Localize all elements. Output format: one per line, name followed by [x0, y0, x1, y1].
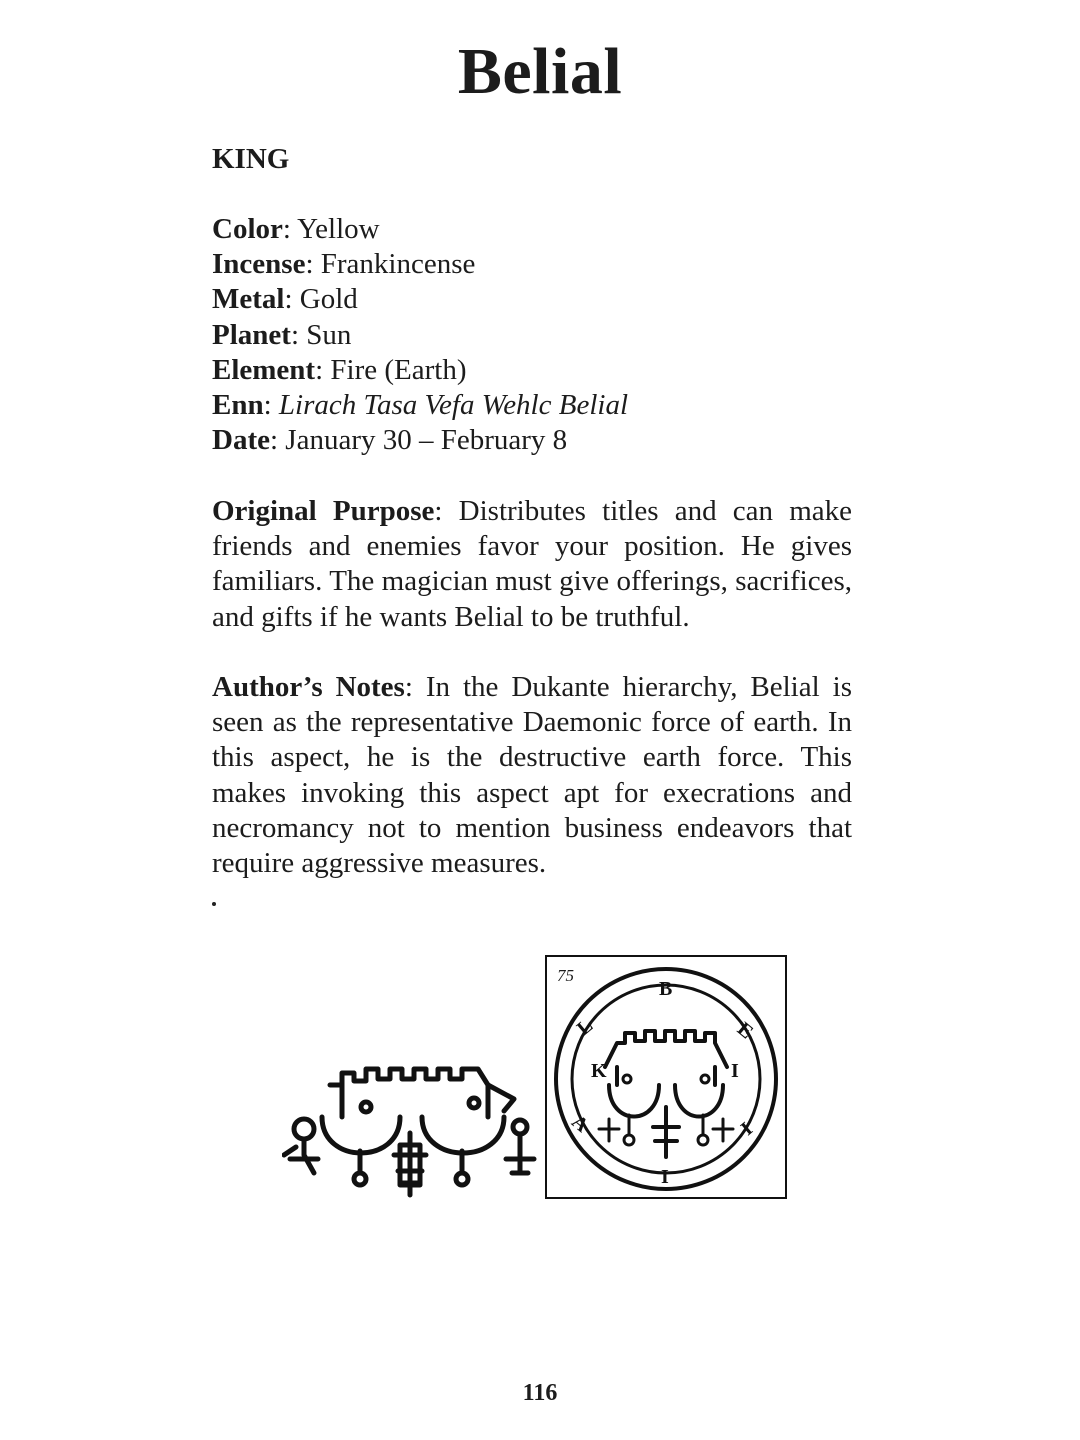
attribute-label: Metal: [212, 283, 285, 316]
attribute-row-color: Color: Yellow: [212, 213, 380, 245]
seal-number: 75: [557, 966, 574, 985]
attribute-label: Incense: [212, 248, 306, 281]
page-title: Belial: [457, 35, 623, 108]
belial-sigil-image: [282, 1055, 538, 1200]
seal-letter: B: [659, 978, 673, 1000]
attribute-value: Sun: [306, 318, 352, 351]
original-purpose-text: Distributes titles and can make friends and enemies favor your position. He gives familiars. The magician must give offerings, sacrifices, and gifts if he wants Belial to be truthful.: [212, 495, 852, 633]
attribute-row-enn: Enn: Lirach Tasa Vefa Wehlc Belial: [212, 389, 628, 422]
attribute-row-incense: Incense: Frankincense: [212, 248, 476, 281]
authors-notes-label: Author’s Notes: [212, 671, 405, 703]
seal-letter: A: [567, 1110, 593, 1137]
attribute-label: Element: [212, 353, 316, 386]
attribute-row-date: Date: January 30 – February 8: [212, 424, 568, 457]
seal-letter: I: [731, 1060, 739, 1082]
attribute-label: Date: [212, 424, 270, 457]
attribute-row-planet: Planet: Sun: [212, 318, 352, 351]
attribute-value: Lirach Tasa Vefa Wehlc Belial: [278, 389, 628, 422]
attribute-row-element: Element: Fire (Earth): [212, 353, 467, 386]
attribute-label: Enn: [212, 389, 264, 422]
attribute-value: Yellow: [297, 213, 380, 245]
attribute-value: Fire (Earth): [330, 353, 467, 386]
original-purpose-paragraph: Original Purpose: Distributes titles and can make friends and enemies favor your position. He gives familiars. The magician must give offerings, sacrifices, and gifts if he wants Belial to be truthful.: [212, 495, 852, 633]
stray-dot: [212, 902, 216, 906]
original-purpose-label: Original Purpose: [212, 495, 435, 527]
authors-notes-text: In the Dukante hierarchy, Belial is seen as the representative Daemonic force of earth. In this aspect, he is the destructive earth force. This makes invoking this aspect apt for execrations and necromancy not to mention business endeavors that require aggressive measures.: [212, 671, 852, 880]
belial-seal-image: [545, 955, 787, 1199]
attribute-row-metal: Metal: Gold: [212, 283, 358, 316]
seal-letter: I: [661, 1166, 669, 1188]
attribute-list: [212, 212, 872, 458]
seal-letter: I: [736, 1118, 757, 1140]
authors-notes-paragraph: Author’s Notes: In the Dukante hierarchy, Belial is seen as the representative Daemonic force of earth. In this aspect, he is the destructive earth force. This makes invoking this aspect apt for execrations and necromancy not to mention business endeavors that require aggressive measures.: [212, 671, 852, 880]
seal-letter: E: [732, 1018, 758, 1044]
attribute-label: Planet: [212, 318, 291, 351]
attribute-value: Frankincense: [320, 248, 476, 281]
seal-letter: L: [572, 1014, 598, 1040]
attribute-value: January 30 – February 8: [285, 424, 568, 457]
attribute-label: Color: [212, 213, 283, 245]
attribute-value: Gold: [299, 283, 358, 316]
rank-heading: KING: [212, 143, 290, 175]
seal-letter: K: [591, 1060, 607, 1082]
page-number: 116: [522, 1380, 558, 1406]
